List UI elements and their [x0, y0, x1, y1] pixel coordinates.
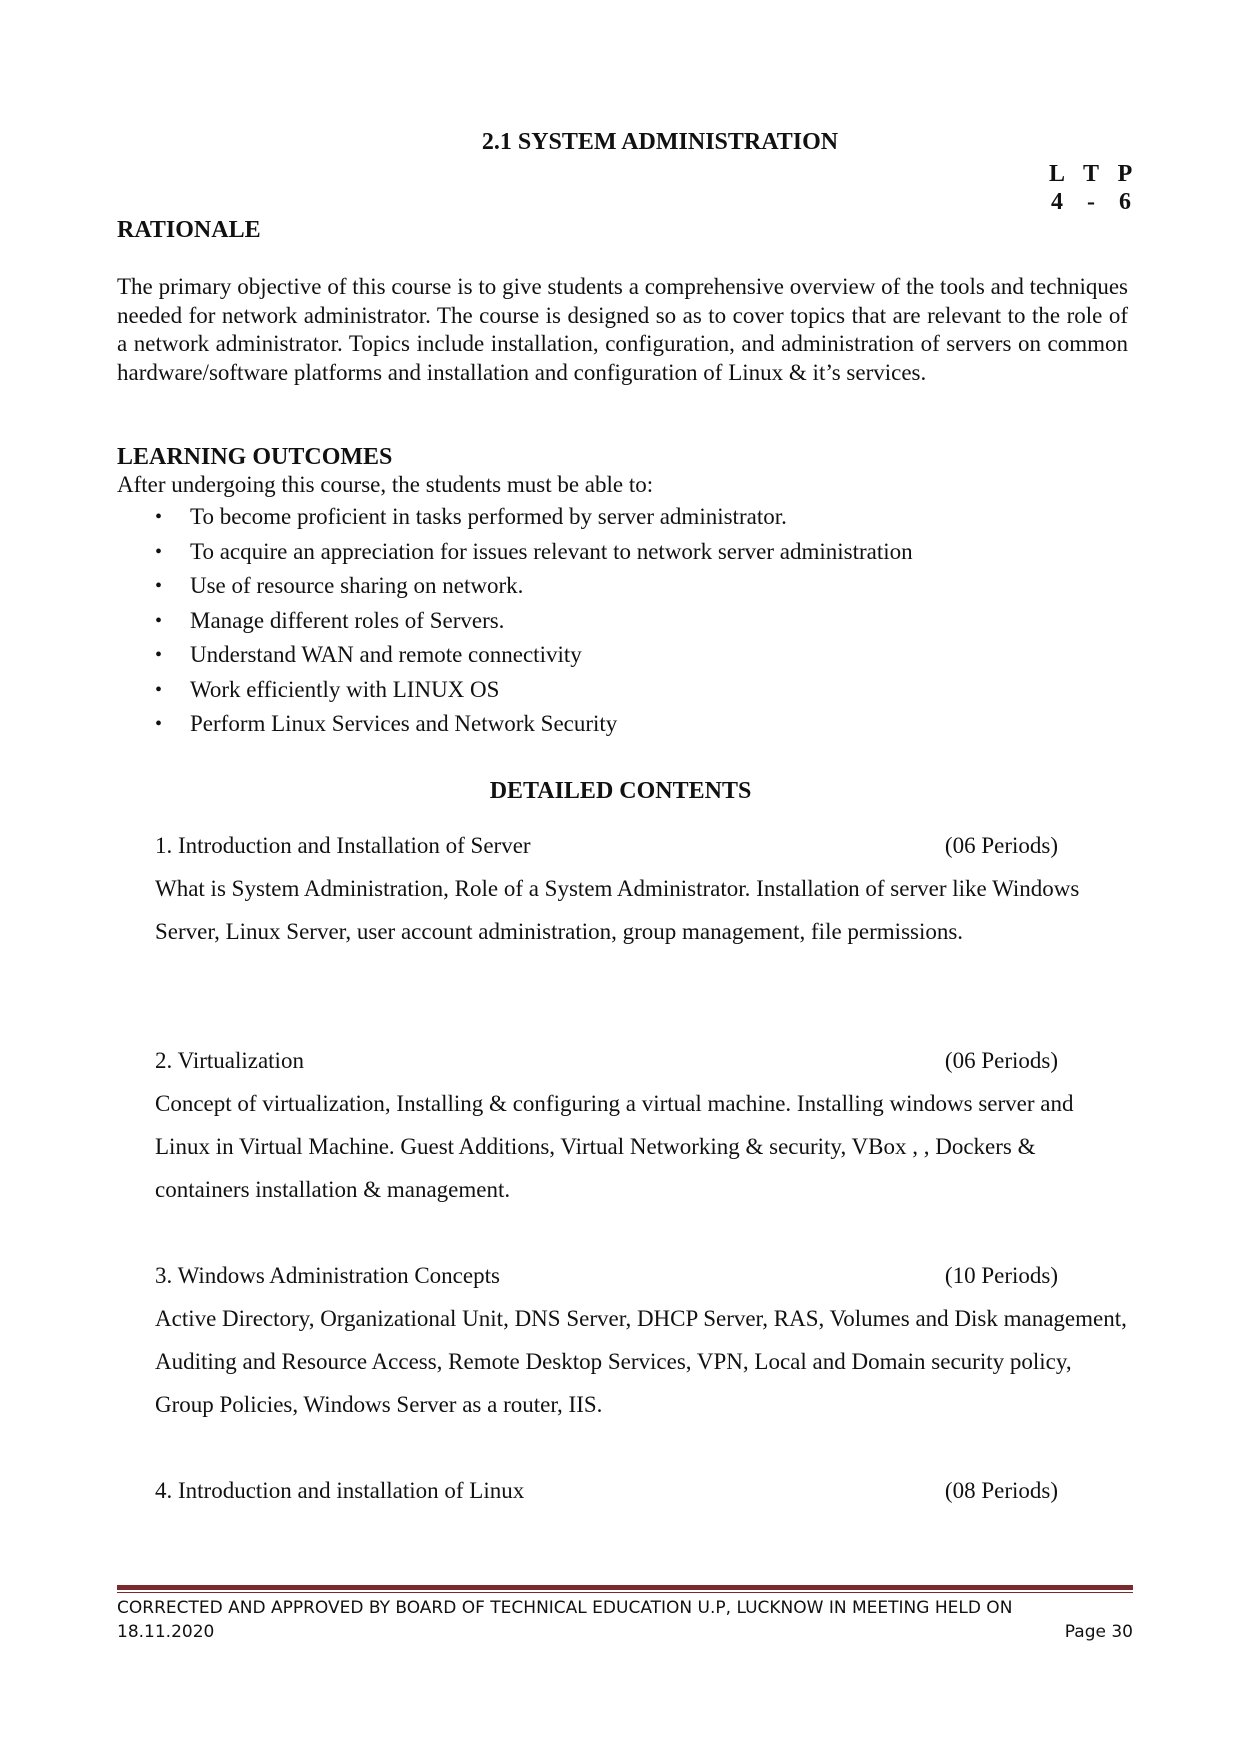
unit-header — [155, 1470, 1130, 1512]
detailed-contents-heading: DETAILED CONTENTS — [489, 778, 752, 804]
ltp-headers — [1048, 160, 1134, 188]
unit-header — [155, 1040, 1130, 1082]
unit-periods: (06 Periods) — [944, 1048, 1058, 1073]
unit-body: What is System Administration, Role of a System Administrator. Installation of server like Windows Server, Linux Server, user account administration, group management, file permissions. — [155, 876, 1080, 944]
list-item: • Work efficiently with LINUX OS — [117, 673, 1117, 708]
unit-title: 2. Virtualization — [155, 1048, 304, 1073]
learning-outcomes-heading: LEARNING OUTCOMES — [117, 444, 393, 470]
list-item: • Understand WAN and remote connectivity — [117, 638, 1117, 673]
ltp-value-t: - — [1087, 189, 1095, 215]
unit-2 — [155, 1040, 1130, 1211]
footer-rule-thin — [117, 1592, 1133, 1593]
ltp-block — [1048, 160, 1134, 216]
unit-title: 4. Introduction and installation of Linux — [155, 1478, 525, 1503]
ltp-values — [1048, 188, 1134, 216]
list-item: • Use of resource sharing on network. — [117, 569, 1117, 604]
footer — [117, 1596, 1133, 1644]
ltp-value-l: 4 — [1051, 189, 1063, 215]
unit-1 — [155, 825, 1130, 953]
ltp-header-p: P — [1117, 161, 1133, 187]
footer-date: 18.11.2020 — [117, 1622, 215, 1642]
unit-4 — [155, 1470, 1130, 1512]
footer-row — [117, 1620, 1133, 1644]
rationale-heading: RATIONALE — [117, 217, 261, 243]
learning-outcomes-intro: After undergoing this course, the students must be able to: — [117, 472, 654, 497]
learning-outcomes-list — [117, 500, 1117, 742]
unit-title: 1. Introduction and Installation of Server — [155, 833, 531, 858]
unit-header — [155, 1255, 1130, 1297]
unit-periods: (08 Periods) — [944, 1478, 1058, 1503]
page-number: Page 30 — [1064, 1622, 1133, 1642]
footer-approval-line: CORRECTED AND APPROVED BY BOARD OF TECHNICAL EDUCATION U.P, LUCKNOW IN MEETING HELD ON — [117, 1598, 1013, 1618]
ltp-value-p: 6 — [1119, 189, 1131, 215]
footer-rule — [117, 1585, 1133, 1590]
unit-body: Concept of virtualization, Installing & configuring a virtual machine. Installing windows server and Linux in Virtual Machine. Guest Additions, Virtual Networking & security, VBox , , Dockers & containers installation & management. — [155, 1091, 1074, 1202]
unit-body: Active Directory, Organizational Unit, DNS Server, DHCP Server, RAS, Volumes and Disk management, Auditing and Resource Access, Remote Desktop Services, VPN, Local and Domain security policy, Group Policies, Windows Server as a router, IIS. — [155, 1306, 1127, 1417]
list-item: • Perform Linux Services and Network Security — [117, 707, 1117, 742]
rationale-paragraph: The primary objective of this course is to give students a comprehensive overview of the tools and techniques needed for network administrator. The course is designed so as to cover topics that are relevant to the role of a network administrator. Topics include installation, configuration, and administration of servers on common hardware/software platforms and installation and configuration of Linux & it’s services. — [117, 274, 1128, 385]
ltp-header-l: L — [1048, 161, 1065, 187]
list-item: • Manage different roles of Servers. — [117, 604, 1117, 639]
unit-periods: (10 Periods) — [944, 1263, 1058, 1288]
unit-header — [155, 825, 1130, 867]
unit-3 — [155, 1255, 1130, 1426]
unit-periods: (06 Periods) — [944, 833, 1058, 858]
list-item: • To become proficient in tasks performed by server administrator. — [117, 500, 1117, 535]
ltp-header-t: T — [1082, 161, 1099, 187]
list-item: • To acquire an appreciation for issues relevant to network server administration — [117, 535, 1117, 570]
course-title: 2.1 SYSTEM ADMINISTRATION — [481, 129, 839, 155]
unit-title: 3. Windows Administration Concepts — [155, 1263, 500, 1288]
